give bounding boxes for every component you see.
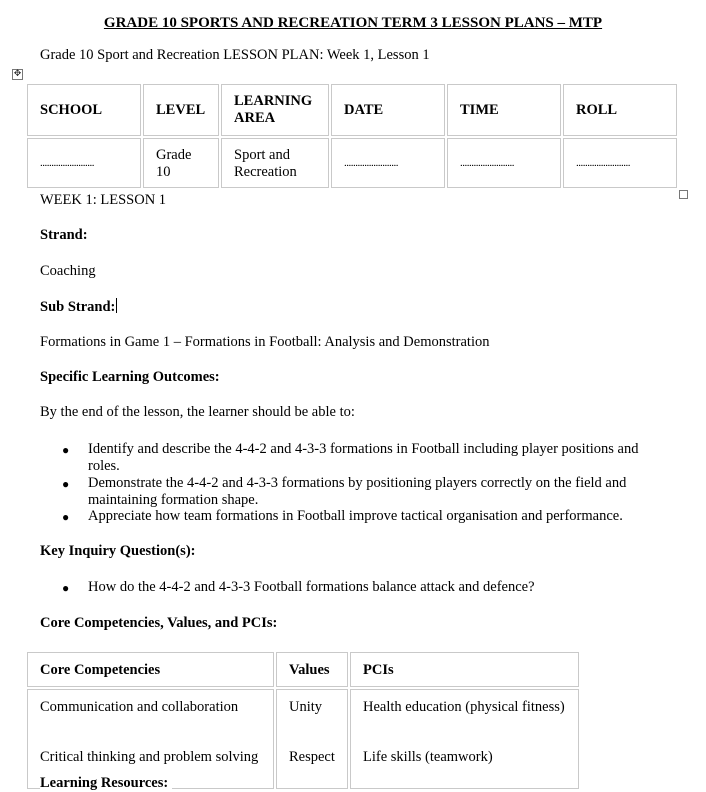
comp-body-cell[interactable] [350, 689, 579, 789]
info-value-cell[interactable] [27, 138, 141, 188]
comp-body-cell[interactable] [27, 689, 274, 789]
outcomes-label: Specific Learning Outcomes: [40, 369, 220, 385]
substrand-value: Formations in Game 1 – Formations in Football: Analysis and Demonstration [40, 334, 490, 350]
info-header-cell[interactable] [221, 84, 329, 136]
info-value-cell[interactable] [331, 138, 445, 188]
info-header-cell[interactable] [447, 84, 561, 136]
comp-body-cell[interactable] [276, 689, 348, 789]
competencies-label: Core Competencies, Values, and PCIs: [40, 615, 278, 631]
inquiry-question: How do the 4-4-2 and 4-3-3 Football formations balance attack and defence? [88, 579, 535, 595]
list-item: Identify and describe the 4-4-2 and 4-3-3 formations in Football including player positions and roles. [88, 441, 639, 474]
header-level: LEVEL [156, 102, 206, 118]
table-move-handle-icon[interactable]: ✥ [13, 69, 22, 79]
inquiry-label: Key Inquiry Question(s): [40, 543, 196, 559]
info-value-cell[interactable] [563, 138, 677, 188]
info-header-cell[interactable] [143, 84, 219, 136]
header-time: TIME [460, 102, 499, 118]
header-learning-area: LEARNING AREA [234, 93, 313, 126]
list-item: Demonstrate the 4-4-2 and 4-3-3 formations by positioning players correctly on the field and maintaining formation shape. [88, 475, 627, 508]
header-date: DATE [344, 102, 384, 118]
value-roll: ........................ [576, 157, 630, 169]
comp-header-cell[interactable] [350, 652, 579, 687]
document-title: GRADE 10 SPORTS AND RECREATION TERM 3 LESSON PLANS – MTP [103, 15, 603, 31]
info-header-cell[interactable] [331, 84, 445, 136]
pci-1: Health education (physical fitness) [363, 699, 565, 715]
lesson-plan-heading: Grade 10 Sport and Recreation LESSON PLAN: Week 1, Lesson 1 [40, 47, 430, 63]
header-pcis: PCIs [363, 662, 394, 678]
strand-value: Coaching [40, 263, 96, 279]
competency-2: Critical thinking and problem solving [40, 749, 259, 765]
bullet-icon: ● [62, 581, 70, 595]
info-header-cell[interactable] [563, 84, 677, 136]
pci-2: Life skills (teamwork) [363, 749, 493, 765]
substrand-heading [40, 298, 117, 316]
header-core-competencies: Core Competencies [40, 662, 161, 678]
info-header-cell[interactable] [27, 84, 141, 136]
table-resize-handle[interactable] [679, 190, 688, 199]
value-date: ........................ [344, 157, 398, 169]
header-school: SCHOOL [40, 102, 103, 118]
comp-header-cell[interactable] [27, 652, 274, 687]
comp-header-cell[interactable] [276, 652, 348, 687]
header-roll: ROLL [576, 102, 618, 118]
value-school: ........................ [40, 157, 94, 169]
value-1: Unity [289, 699, 323, 715]
resources-label: Learning Resources: [40, 775, 172, 792]
list-item: Appreciate how team formations in Football improve tactical organisation and performance. [88, 508, 623, 524]
value-learning-area: Sport and Recreation [234, 147, 297, 180]
bullet-icon: ● [62, 443, 70, 457]
info-value-cell[interactable] [221, 138, 329, 188]
bullet-icon: ● [62, 510, 70, 524]
info-value-cell[interactable] [447, 138, 561, 188]
info-value-cell[interactable] [143, 138, 219, 188]
competency-1: Communication and collaboration [40, 699, 239, 715]
text-cursor [116, 298, 117, 313]
substrand-label: Sub Strand: [40, 299, 116, 315]
value-level: Grade 10 [156, 147, 192, 180]
header-values: Values [289, 662, 330, 678]
strand-label: Strand: [40, 227, 88, 243]
bullet-icon: ● [62, 477, 70, 491]
value-2: Respect [289, 749, 335, 765]
value-time: ........................ [460, 157, 514, 169]
week-lesson-label: WEEK 1: LESSON 1 [40, 192, 167, 208]
outcomes-intro: By the end of the lesson, the learner should be able to: [40, 404, 355, 420]
